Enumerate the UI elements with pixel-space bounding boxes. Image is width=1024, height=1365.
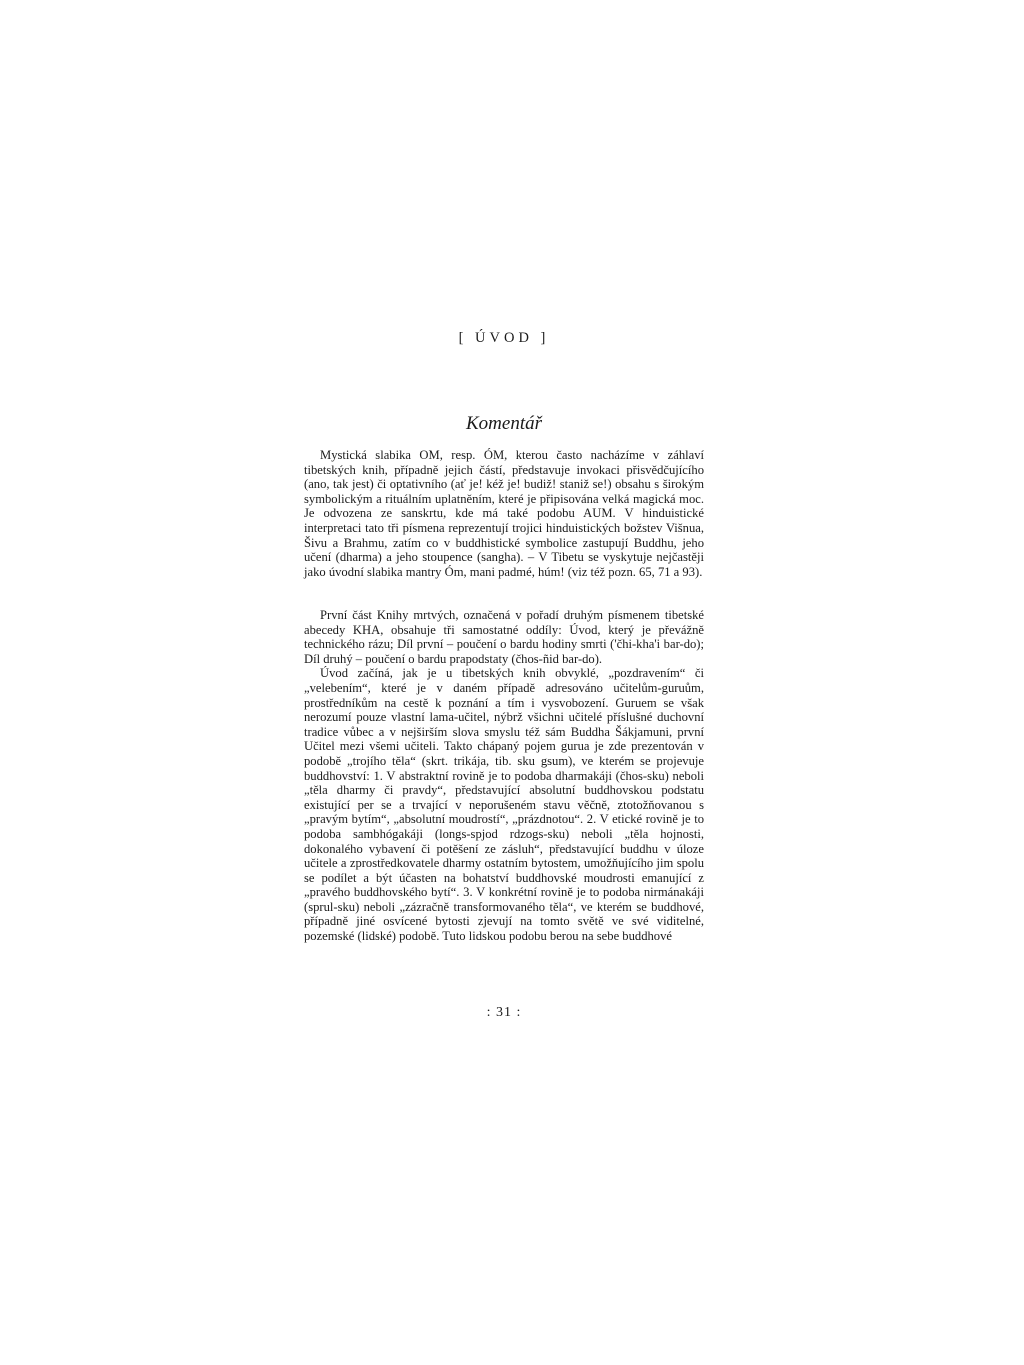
text-block [304, 608, 704, 944]
text-block [304, 448, 704, 579]
section-heading: [ ÚVOD ] [458, 330, 550, 346]
paragraph-kha-overview: První část Knihy mrtvých, označená v pořadí druhým písmenem tibetské abecedy KHA, obsahuje tři samostatné oddíly: Úvod, který je převážně technického rázu; Díl první – poučení o bardu hodiny smrti ('čhi-kha'i bar-do); Díl druhý – poučení o bardu prapodstaty (čhos-ñid bar-do). [304, 608, 704, 666]
page-number: : 31 : [486, 1005, 522, 1020]
paragraph-introduction: Úvod začíná, jak je u tibetských knih obvyklé, „pozdravením“ či „velebením“, které je v daném případě adresováno učitelům-guruům, prostředníkům na cestě k poznání a tím i vysvobození. Guruem se však nerozumí pouze vlastní lama-učitel, nýbrž všichni učitelé příslušné duchovní tradice vůbec a v nejširším slova smyslu též sám Buddha Šákjamuni, první Učitel mezi všemi učiteli. Takto chápaný pojem gurua je zde prezentován v podobě „trojího těla“ (skrt. trikája, tib. sku gsum), ve kterém se projevuje buddhovství: 1. V abstraktní rovině je to podoba dharmakáji (čhos-sku) neboli „těla dharmy či pravdy“, představující absolutní buddhovskou podstatu existující per se a trvající v neporušeném stavu věčně, ztotožňovanou s „pravým bytím“, „absolutní moudrostí“, „prázdnotou“. 2. V etické rovině je to podoba sambhógakáji (longs-spjod rdzogs-sku) neboli „těla hojnosti, dokonalého vybavení či potěšení ze zásluh“, představující buddhu v úloze učitele a zprostředkovatele dharmy ostatním bytostem, umožňujícího jim spolu se podílet a být účasten na bohatství buddhovské moudrosti emanující z „pravého buddhovského bytí“. 3. V konkrétní rovině je to podoba nirmánakáji (sprul-sku) neboli „zázračně transformovaného těla“, ve kterém se buddhové, případně jiné osvícené bytosti zjevují na tomto světě ve své viditelné, pozemské (lidské) podobě. Tuto lidskou podobu berou na sebe buddhové [304, 666, 704, 944]
paragraph-om-syllable: Mystická slabika OM, resp. ÓM, kterou často nacházíme v záhlaví tibetských knih, případně jejich částí, představuje invokaci přisvědčujícího (ano, tak jest) či optativního (ať je! kéž je! budiž! staniž se!) obsahu s širokým symbolickým a rituálním uplatněním, které je připisována velká magická moc. Je odvozena ze sanskrtu, kde má také podobu AUM. V hinduistické interpretaci tato tři písmena reprezentují trojici hinduistických božstev Višnua, Šivu a Brahmu, zatím co v buddhistické symbolice zastupují Buddhu, jeho učení (dharma) a jeho stoupence (sangha). – V Tibetu se vyskytuje nejčastěji jako úvodní slabika mantry Óm, mani padmé, húm! (viz též pozn. 65, 71 a 93). [304, 448, 704, 579]
chapter-title: Komentář [466, 413, 542, 434]
